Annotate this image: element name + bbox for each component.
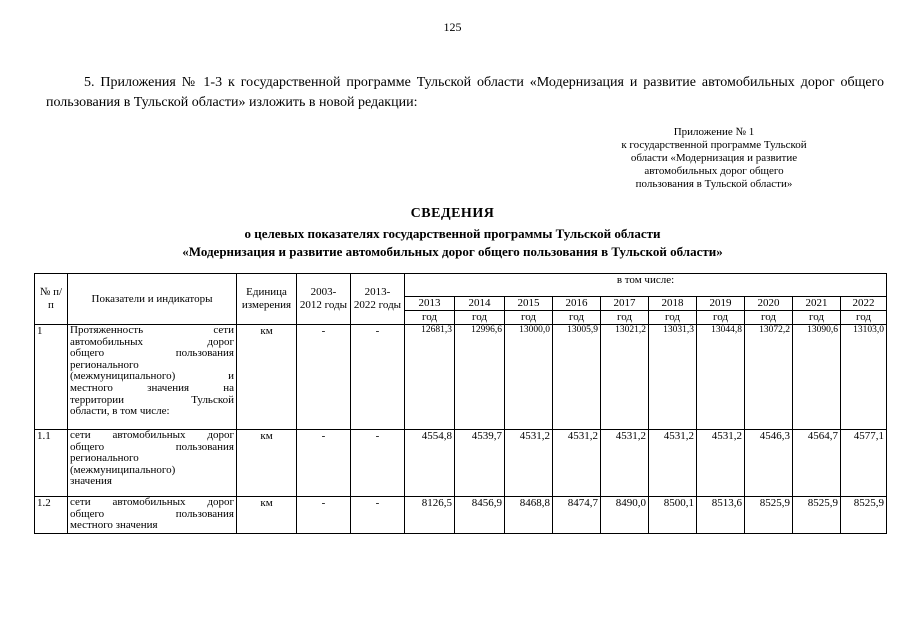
year-value: 2017: [613, 297, 636, 309]
page-number: 125: [443, 20, 462, 34]
indicator-line: автомобильных дорог: [70, 335, 234, 348]
indicator-line: местного значения на: [70, 381, 234, 394]
year-suffix: год: [553, 310, 600, 324]
table-row: [35, 325, 887, 430]
year-suffix: год: [405, 310, 454, 324]
value-cell: 4531,2: [649, 430, 697, 497]
indicator-line: значения: [70, 475, 112, 488]
value-cell: 8490,0: [601, 497, 649, 534]
value-cell: 4531,2: [553, 430, 601, 497]
indicator-line: общего пользования: [70, 507, 234, 520]
header-year: [841, 297, 887, 325]
year-value: 2019: [709, 297, 732, 309]
appendix-note: [600, 126, 828, 191]
value-cell: 13005,9: [553, 325, 601, 430]
header-unit: Единица измерения: [237, 274, 297, 325]
value-cell: 8456,9: [455, 497, 505, 534]
value-cell: 4564,7: [793, 430, 841, 497]
header-year: [697, 297, 745, 325]
year-value: 2018: [661, 297, 684, 309]
indicator-line: регионального: [70, 452, 139, 465]
indicator-cell: [68, 430, 237, 497]
value-cell: 8500,1: [649, 497, 697, 534]
period-cell: -: [297, 497, 351, 534]
value-cell: 12681,3: [405, 325, 455, 430]
year-value: 2020: [757, 297, 780, 309]
period-cell: -: [351, 430, 405, 497]
year-suffix: год: [841, 310, 886, 324]
subtitle-line-1: о целевых показателях государственной программы Тульской области: [244, 226, 661, 241]
indicator-line: территории Тульской: [70, 393, 234, 406]
header-year: [405, 297, 455, 325]
year-value: 2016: [565, 297, 588, 309]
unit-cell: км: [237, 497, 297, 534]
value-cell: 13072,2: [745, 325, 793, 430]
value-cell: 13000,0: [505, 325, 553, 430]
value-cell: 4554,8: [405, 430, 455, 497]
appendix-line: к государственной программе Тульской: [621, 139, 807, 151]
indicator-line: общего пользования: [70, 347, 234, 360]
year-suffix: год: [601, 310, 648, 324]
value-cell: 4531,2: [601, 430, 649, 497]
year-value: 2014: [468, 297, 491, 309]
unit-cell: км: [237, 430, 297, 497]
indicator-cell: [68, 497, 237, 534]
document-title: СВЕДЕНИЯ: [410, 206, 495, 221]
value-cell: 4531,2: [697, 430, 745, 497]
appendix-line: пользования в Тульской области»: [635, 178, 793, 190]
amendment-paragraph: 5. Приложения № 1-3 к государственной программе Тульской области «Модернизация и развитие автомобильных дорог общего пользования в Тульской области» изложить в новой редакции:: [46, 75, 884, 110]
header-year: [745, 297, 793, 325]
period-cell: -: [351, 497, 405, 534]
value-cell: 13103,0: [841, 325, 887, 430]
value-cell: 13044,8: [697, 325, 745, 430]
indicator-cell: [68, 325, 237, 430]
value-cell: 13021,2: [601, 325, 649, 430]
year-value: 2015: [517, 297, 540, 309]
value-cell: 13090,6: [793, 325, 841, 430]
header-year: [455, 297, 505, 325]
period-cell: -: [297, 430, 351, 497]
subtitle-line-2: «Модернизация и развитие автомобильных дорог общего пользования в Тульской области»: [182, 244, 723, 259]
indicator-line: (межмуниципального) и: [70, 370, 234, 383]
indicator-line: регионального: [70, 358, 139, 371]
header-num: № п/п: [35, 274, 68, 325]
indicator-line: общего пользования: [70, 440, 234, 453]
value-cell: 8525,9: [793, 497, 841, 534]
year-suffix: год: [745, 310, 792, 324]
value-cell: 4539,7: [455, 430, 505, 497]
header-indicators: Показатели и индикаторы: [68, 274, 237, 325]
indicator-line: области, в том числе:: [70, 405, 170, 418]
row-num: 1.2: [35, 497, 68, 534]
year-suffix: год: [793, 310, 840, 324]
header-year: [649, 297, 697, 325]
indicators-table: [34, 273, 887, 534]
period-cell: -: [297, 325, 351, 430]
document-subtitle: [0, 225, 905, 261]
indicator-line: Протяженность сети: [70, 324, 234, 336]
year-value: 2021: [805, 297, 828, 309]
value-cell: 4577,1: [841, 430, 887, 497]
year-suffix: год: [455, 310, 504, 324]
value-cell: 12996,6: [455, 325, 505, 430]
unit-cell: км: [237, 325, 297, 430]
value-cell: 4531,2: [505, 430, 553, 497]
indicator-line: (межмуниципального): [70, 463, 176, 476]
indicator-line: сети автомобильных дорог: [70, 429, 234, 441]
header-period-2003-2012: 2003- 2012 годы: [297, 274, 351, 325]
value-cell: 8468,8: [505, 497, 553, 534]
indicator-line: местного значения: [70, 519, 158, 532]
row-num: 1: [35, 325, 68, 430]
header-year: [553, 297, 601, 325]
year-suffix: год: [505, 310, 552, 324]
header-period-2013-2022: 2013- 2022 годы: [351, 274, 405, 325]
year-suffix: год: [697, 310, 744, 324]
appendix-line: Приложение № 1: [673, 126, 755, 138]
header-including: в том числе:: [405, 274, 887, 297]
year-value: 2013: [418, 297, 441, 309]
period-cell: -: [351, 325, 405, 430]
header-year: [601, 297, 649, 325]
header-year: [505, 297, 553, 325]
value-cell: 13031,3: [649, 325, 697, 430]
year-suffix: год: [649, 310, 696, 324]
value-cell: 8474,7: [553, 497, 601, 534]
row-num: 1.1: [35, 430, 68, 497]
year-value: 2022: [852, 297, 875, 309]
value-cell: 8126,5: [405, 497, 455, 534]
value-cell: 8525,9: [745, 497, 793, 534]
table-row: [35, 497, 887, 534]
value-cell: 8513,6: [697, 497, 745, 534]
value-cell: 4546,3: [745, 430, 793, 497]
value-cell: 8525,9: [841, 497, 887, 534]
header-year: [793, 297, 841, 325]
appendix-line: области «Модернизация и развитие: [630, 152, 798, 164]
indicator-line: сети автомобильных дорог: [70, 496, 234, 508]
table-row: [35, 430, 887, 497]
appendix-line: автомобильных дорог общего: [644, 165, 784, 177]
